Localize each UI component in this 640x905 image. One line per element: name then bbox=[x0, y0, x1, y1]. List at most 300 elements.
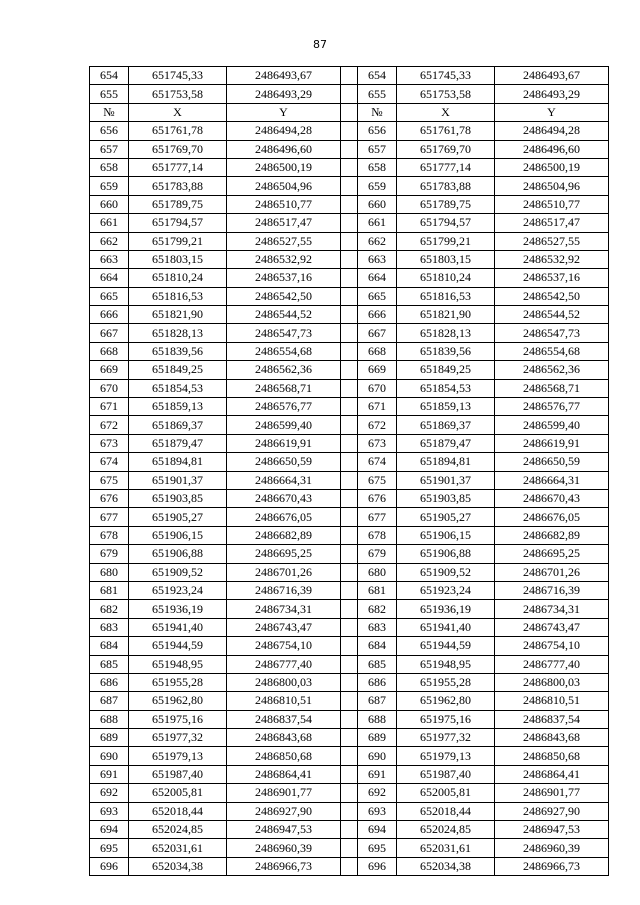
point-number-cell: 667 bbox=[90, 324, 129, 342]
y-coordinate-cell: 2486682,89 bbox=[227, 526, 341, 544]
x-coordinate-cell: 651777,14 bbox=[129, 158, 227, 176]
y-coordinate-cell: 2486670,43 bbox=[227, 489, 341, 507]
column-gap bbox=[341, 618, 358, 636]
x-coordinate-cell: 651923,24 bbox=[129, 581, 227, 599]
x-coordinate-cell: 651839,56 bbox=[129, 342, 227, 360]
x-coordinate-cell: 652005,81 bbox=[129, 784, 227, 802]
x-coordinate-cell: 652005,81 bbox=[397, 784, 495, 802]
table-row bbox=[90, 765, 609, 783]
column-gap bbox=[341, 563, 358, 581]
table-row bbox=[90, 489, 609, 507]
x-coordinate-cell: 651794,57 bbox=[397, 214, 495, 232]
y-coordinate-cell: 2486664,31 bbox=[227, 471, 341, 489]
y-coordinate-cell: 2486493,29 bbox=[227, 85, 341, 103]
point-number-cell: 655 bbox=[90, 85, 129, 103]
point-number-cell: 680 bbox=[90, 563, 129, 581]
y-coordinate-cell: 2486537,16 bbox=[495, 269, 609, 287]
point-number-cell: 679 bbox=[90, 545, 129, 563]
y-coordinate-cell: 2486695,25 bbox=[227, 545, 341, 563]
y-coordinate-cell: 2486537,16 bbox=[227, 269, 341, 287]
point-number-cell: 696 bbox=[358, 857, 397, 875]
x-coordinate-cell: 651894,81 bbox=[129, 453, 227, 471]
point-number-cell: 689 bbox=[358, 729, 397, 747]
x-coordinate-cell: 651879,47 bbox=[129, 434, 227, 452]
y-coordinate-cell: 2486544,52 bbox=[495, 306, 609, 324]
point-number-cell: 682 bbox=[358, 600, 397, 618]
y-coordinate-cell: 2486619,91 bbox=[495, 434, 609, 452]
point-number-cell: 665 bbox=[90, 287, 129, 305]
point-number-cell: 654 bbox=[90, 67, 129, 85]
y-coordinate-cell: 2486619,91 bbox=[227, 434, 341, 452]
table-row bbox=[90, 784, 609, 802]
x-coordinate-cell: 651753,58 bbox=[129, 85, 227, 103]
point-number-cell: 689 bbox=[90, 729, 129, 747]
y-coordinate-cell: 2486837,54 bbox=[227, 710, 341, 728]
point-number-cell: 695 bbox=[358, 839, 397, 857]
table-row bbox=[90, 214, 609, 232]
y-coordinate-cell: 2486810,51 bbox=[227, 692, 341, 710]
y-coordinate-cell: 2486576,77 bbox=[227, 398, 341, 416]
x-coordinate-cell: 651909,52 bbox=[397, 563, 495, 581]
y-coordinate-cell: 2486947,53 bbox=[495, 821, 609, 839]
x-coordinate-cell: 651936,19 bbox=[397, 600, 495, 618]
point-number-cell: 686 bbox=[90, 673, 129, 691]
x-coordinate-cell: 651977,32 bbox=[397, 729, 495, 747]
x-coordinate-cell: 651894,81 bbox=[397, 453, 495, 471]
y-coordinate-cell: 2486554,68 bbox=[227, 342, 341, 360]
y-coordinate-cell: 2486493,67 bbox=[495, 67, 609, 85]
x-coordinate-cell: 651803,15 bbox=[129, 250, 227, 268]
column-gap bbox=[341, 857, 358, 875]
x-coordinate-cell: 652034,38 bbox=[397, 857, 495, 875]
point-number-cell: 661 bbox=[90, 214, 129, 232]
y-coordinate-cell: 2486716,39 bbox=[495, 581, 609, 599]
point-number-cell: 685 bbox=[358, 655, 397, 673]
point-number-cell: 660 bbox=[90, 195, 129, 213]
x-coordinate-cell: 651869,37 bbox=[397, 416, 495, 434]
point-number-cell: 662 bbox=[358, 232, 397, 250]
x-coordinate-cell: 651903,85 bbox=[397, 489, 495, 507]
point-number-cell: 664 bbox=[90, 269, 129, 287]
table-row bbox=[90, 232, 609, 250]
table-row bbox=[90, 857, 609, 875]
point-number-cell: 684 bbox=[358, 637, 397, 655]
point-number-cell: 692 bbox=[90, 784, 129, 802]
x-coordinate-cell: 651987,40 bbox=[129, 765, 227, 783]
x-coordinate-cell: 651962,80 bbox=[129, 692, 227, 710]
y-coordinate-cell: 2486850,68 bbox=[227, 747, 341, 765]
header-x-coordinate-cell: X bbox=[129, 103, 227, 121]
column-gap bbox=[341, 195, 358, 213]
x-coordinate-cell: 651789,75 bbox=[129, 195, 227, 213]
point-number-cell: 658 bbox=[90, 158, 129, 176]
column-gap bbox=[341, 747, 358, 765]
y-coordinate-cell: 2486576,77 bbox=[495, 398, 609, 416]
y-coordinate-cell: 2486695,25 bbox=[495, 545, 609, 563]
x-coordinate-cell: 651962,80 bbox=[397, 692, 495, 710]
point-number-cell: 683 bbox=[90, 618, 129, 636]
table-row bbox=[90, 581, 609, 599]
point-number-cell: 669 bbox=[358, 361, 397, 379]
y-coordinate-cell: 2486864,41 bbox=[495, 765, 609, 783]
x-coordinate-cell: 651869,37 bbox=[129, 416, 227, 434]
x-coordinate-cell: 651799,21 bbox=[397, 232, 495, 250]
x-coordinate-cell: 651753,58 bbox=[397, 85, 495, 103]
y-coordinate-cell: 2486843,68 bbox=[495, 729, 609, 747]
x-coordinate-cell: 652031,61 bbox=[397, 839, 495, 857]
x-coordinate-cell: 651745,33 bbox=[397, 67, 495, 85]
column-gap bbox=[341, 361, 358, 379]
header-y-coordinate-cell: Y bbox=[495, 103, 609, 121]
x-coordinate-cell: 651854,53 bbox=[129, 379, 227, 397]
y-coordinate-cell: 2486734,31 bbox=[495, 600, 609, 618]
header-y-coordinate-cell: Y bbox=[227, 103, 341, 121]
column-gap bbox=[341, 489, 358, 507]
point-number-cell: 672 bbox=[90, 416, 129, 434]
y-coordinate-cell: 2486547,73 bbox=[227, 324, 341, 342]
column-gap bbox=[341, 214, 358, 232]
x-coordinate-cell: 652024,85 bbox=[129, 821, 227, 839]
table-row bbox=[90, 729, 609, 747]
y-coordinate-cell: 2486901,77 bbox=[227, 784, 341, 802]
point-number-cell: 673 bbox=[90, 434, 129, 452]
y-coordinate-cell: 2486527,55 bbox=[495, 232, 609, 250]
column-gap bbox=[341, 85, 358, 103]
point-number-cell: 660 bbox=[358, 195, 397, 213]
point-number-cell: 681 bbox=[358, 581, 397, 599]
x-coordinate-cell: 651905,27 bbox=[129, 508, 227, 526]
table-row bbox=[90, 563, 609, 581]
x-coordinate-cell: 652024,85 bbox=[397, 821, 495, 839]
column-gap bbox=[341, 784, 358, 802]
table-row bbox=[90, 747, 609, 765]
y-coordinate-cell: 2486510,77 bbox=[227, 195, 341, 213]
point-number-cell: 682 bbox=[90, 600, 129, 618]
x-coordinate-cell: 651761,78 bbox=[129, 122, 227, 140]
column-gap bbox=[341, 379, 358, 397]
x-coordinate-cell: 651854,53 bbox=[397, 379, 495, 397]
column-gap bbox=[341, 158, 358, 176]
x-coordinate-cell: 651810,24 bbox=[129, 269, 227, 287]
point-number-cell: 690 bbox=[358, 747, 397, 765]
x-coordinate-cell: 651828,13 bbox=[397, 324, 495, 342]
column-gap bbox=[341, 821, 358, 839]
point-number-cell: 668 bbox=[358, 342, 397, 360]
y-coordinate-cell: 2486701,26 bbox=[227, 563, 341, 581]
x-coordinate-cell: 651948,95 bbox=[397, 655, 495, 673]
x-coordinate-cell: 651794,57 bbox=[129, 214, 227, 232]
x-coordinate-cell: 651979,13 bbox=[397, 747, 495, 765]
table-row bbox=[90, 434, 609, 452]
point-number-cell: 691 bbox=[90, 765, 129, 783]
point-number-cell: 675 bbox=[90, 471, 129, 489]
point-number-cell: 657 bbox=[90, 140, 129, 158]
table-row bbox=[90, 85, 609, 103]
point-number-cell: 675 bbox=[358, 471, 397, 489]
point-number-cell: 667 bbox=[358, 324, 397, 342]
table-row bbox=[90, 342, 609, 360]
x-coordinate-cell: 651828,13 bbox=[129, 324, 227, 342]
x-coordinate-cell: 651777,14 bbox=[397, 158, 495, 176]
table-row bbox=[90, 618, 609, 636]
x-coordinate-cell: 651906,88 bbox=[397, 545, 495, 563]
point-number-cell: 657 bbox=[358, 140, 397, 158]
point-number-cell: 672 bbox=[358, 416, 397, 434]
point-number-cell: 656 bbox=[358, 122, 397, 140]
y-coordinate-cell: 2486517,47 bbox=[227, 214, 341, 232]
x-coordinate-cell: 651923,24 bbox=[397, 581, 495, 599]
column-gap bbox=[341, 802, 358, 820]
table-row bbox=[90, 673, 609, 691]
table-row bbox=[90, 710, 609, 728]
table-row bbox=[90, 637, 609, 655]
x-coordinate-cell: 651906,88 bbox=[129, 545, 227, 563]
x-coordinate-cell: 651955,28 bbox=[129, 673, 227, 691]
x-coordinate-cell: 651859,13 bbox=[397, 398, 495, 416]
y-coordinate-cell: 2486568,71 bbox=[495, 379, 609, 397]
table-row bbox=[90, 250, 609, 268]
y-coordinate-cell: 2486864,41 bbox=[227, 765, 341, 783]
header-x-coordinate-cell: X bbox=[397, 103, 495, 121]
y-coordinate-cell: 2486494,28 bbox=[495, 122, 609, 140]
y-coordinate-cell: 2486542,50 bbox=[227, 287, 341, 305]
y-coordinate-cell: 2486743,47 bbox=[495, 618, 609, 636]
coordinates-table-body bbox=[90, 67, 609, 876]
point-number-cell: 691 bbox=[358, 765, 397, 783]
point-number-cell: 684 bbox=[90, 637, 129, 655]
x-coordinate-cell: 651769,70 bbox=[397, 140, 495, 158]
y-coordinate-cell: 2486734,31 bbox=[227, 600, 341, 618]
point-number-cell: 687 bbox=[358, 692, 397, 710]
x-coordinate-cell: 651783,88 bbox=[397, 177, 495, 195]
column-gap bbox=[341, 306, 358, 324]
x-coordinate-cell: 651941,40 bbox=[129, 618, 227, 636]
y-coordinate-cell: 2486562,36 bbox=[495, 361, 609, 379]
column-gap bbox=[341, 526, 358, 544]
x-coordinate-cell: 651905,27 bbox=[397, 508, 495, 526]
y-coordinate-cell: 2486716,39 bbox=[227, 581, 341, 599]
column-gap bbox=[341, 600, 358, 618]
table-row bbox=[90, 508, 609, 526]
y-coordinate-cell: 2486504,96 bbox=[495, 177, 609, 195]
point-number-cell: 668 bbox=[90, 342, 129, 360]
x-coordinate-cell: 651839,56 bbox=[397, 342, 495, 360]
y-coordinate-cell: 2486850,68 bbox=[495, 747, 609, 765]
point-number-cell: 676 bbox=[90, 489, 129, 507]
point-number-cell: 686 bbox=[358, 673, 397, 691]
x-coordinate-cell: 651948,95 bbox=[129, 655, 227, 673]
table-row bbox=[90, 67, 609, 85]
x-coordinate-cell: 651936,19 bbox=[129, 600, 227, 618]
y-coordinate-cell: 2486701,26 bbox=[495, 563, 609, 581]
page-number: 87 bbox=[313, 38, 327, 51]
point-number-cell: 671 bbox=[90, 398, 129, 416]
x-coordinate-cell: 651816,53 bbox=[397, 287, 495, 305]
point-number-cell: 678 bbox=[90, 526, 129, 544]
point-number-cell: 687 bbox=[90, 692, 129, 710]
y-coordinate-cell: 2486947,53 bbox=[227, 821, 341, 839]
point-number-cell: 666 bbox=[358, 306, 397, 324]
table-row bbox=[90, 140, 609, 158]
column-gap bbox=[341, 122, 358, 140]
point-number-cell: 671 bbox=[358, 398, 397, 416]
point-number-cell: 688 bbox=[90, 710, 129, 728]
y-coordinate-cell: 2486496,60 bbox=[495, 140, 609, 158]
x-coordinate-cell: 651799,21 bbox=[129, 232, 227, 250]
table-row bbox=[90, 158, 609, 176]
column-gap bbox=[341, 765, 358, 783]
point-number-cell: 658 bbox=[358, 158, 397, 176]
y-coordinate-cell: 2486927,90 bbox=[227, 802, 341, 820]
point-number-cell: 685 bbox=[90, 655, 129, 673]
point-number-cell: 664 bbox=[358, 269, 397, 287]
x-coordinate-cell: 651903,85 bbox=[129, 489, 227, 507]
column-gap bbox=[341, 398, 358, 416]
point-number-cell: 679 bbox=[358, 545, 397, 563]
column-gap bbox=[341, 508, 358, 526]
point-number-cell: 663 bbox=[90, 250, 129, 268]
y-coordinate-cell: 2486542,50 bbox=[495, 287, 609, 305]
column-gap bbox=[341, 471, 358, 489]
x-coordinate-cell: 651906,15 bbox=[397, 526, 495, 544]
x-coordinate-cell: 651849,25 bbox=[397, 361, 495, 379]
point-number-cell: 680 bbox=[358, 563, 397, 581]
x-coordinate-cell: 651944,59 bbox=[129, 637, 227, 655]
x-coordinate-cell: 651816,53 bbox=[129, 287, 227, 305]
column-gap bbox=[341, 545, 358, 563]
y-coordinate-cell: 2486843,68 bbox=[227, 729, 341, 747]
y-coordinate-cell: 2486504,96 bbox=[227, 177, 341, 195]
y-coordinate-cell: 2486547,73 bbox=[495, 324, 609, 342]
x-coordinate-cell: 651944,59 bbox=[397, 637, 495, 655]
table-row bbox=[90, 269, 609, 287]
x-coordinate-cell: 651901,37 bbox=[397, 471, 495, 489]
point-number-cell: 666 bbox=[90, 306, 129, 324]
point-number-cell: 674 bbox=[90, 453, 129, 471]
point-number-cell: 662 bbox=[90, 232, 129, 250]
point-number-cell: 665 bbox=[358, 287, 397, 305]
x-coordinate-cell: 651901,37 bbox=[129, 471, 227, 489]
point-number-cell: 693 bbox=[90, 802, 129, 820]
column-gap bbox=[341, 177, 358, 195]
y-coordinate-cell: 2486527,55 bbox=[227, 232, 341, 250]
x-coordinate-cell: 652018,44 bbox=[397, 802, 495, 820]
y-coordinate-cell: 2486562,36 bbox=[227, 361, 341, 379]
y-coordinate-cell: 2486493,67 bbox=[227, 67, 341, 85]
x-coordinate-cell: 651761,78 bbox=[397, 122, 495, 140]
column-gap bbox=[341, 637, 358, 655]
coordinates-table bbox=[89, 66, 609, 876]
table-row bbox=[90, 839, 609, 857]
y-coordinate-cell: 2486960,39 bbox=[495, 839, 609, 857]
point-number-cell: 696 bbox=[90, 857, 129, 875]
point-number-cell: 690 bbox=[90, 747, 129, 765]
point-number-cell: 694 bbox=[90, 821, 129, 839]
x-coordinate-cell: 651955,28 bbox=[397, 673, 495, 691]
point-number-cell: 659 bbox=[90, 177, 129, 195]
y-coordinate-cell: 2486568,71 bbox=[227, 379, 341, 397]
y-coordinate-cell: 2486743,47 bbox=[227, 618, 341, 636]
point-number-cell: 659 bbox=[358, 177, 397, 195]
column-gap bbox=[341, 324, 358, 342]
point-number-cell: 683 bbox=[358, 618, 397, 636]
y-coordinate-cell: 2486510,77 bbox=[495, 195, 609, 213]
x-coordinate-cell: 651906,15 bbox=[129, 526, 227, 544]
y-coordinate-cell: 2486496,60 bbox=[227, 140, 341, 158]
y-coordinate-cell: 2486901,77 bbox=[495, 784, 609, 802]
x-coordinate-cell: 651879,47 bbox=[397, 434, 495, 452]
y-coordinate-cell: 2486810,51 bbox=[495, 692, 609, 710]
y-coordinate-cell: 2486777,40 bbox=[227, 655, 341, 673]
point-number-cell: 694 bbox=[358, 821, 397, 839]
column-gap bbox=[341, 140, 358, 158]
column-gap bbox=[341, 655, 358, 673]
table-row bbox=[90, 287, 609, 305]
y-coordinate-cell: 2486650,59 bbox=[227, 453, 341, 471]
y-coordinate-cell: 2486500,19 bbox=[495, 158, 609, 176]
x-coordinate-cell: 651821,90 bbox=[129, 306, 227, 324]
table-row bbox=[90, 122, 609, 140]
y-coordinate-cell: 2486966,73 bbox=[495, 857, 609, 875]
x-coordinate-cell: 651859,13 bbox=[129, 398, 227, 416]
table-row bbox=[90, 545, 609, 563]
table-row bbox=[90, 526, 609, 544]
y-coordinate-cell: 2486837,54 bbox=[495, 710, 609, 728]
x-coordinate-cell: 651803,15 bbox=[397, 250, 495, 268]
column-gap bbox=[341, 287, 358, 305]
x-coordinate-cell: 651769,70 bbox=[129, 140, 227, 158]
x-coordinate-cell: 651979,13 bbox=[129, 747, 227, 765]
point-number-cell: 676 bbox=[358, 489, 397, 507]
point-number-cell: 695 bbox=[90, 839, 129, 857]
header-point-number-cell: № bbox=[358, 103, 397, 121]
table-row bbox=[90, 379, 609, 397]
y-coordinate-cell: 2486670,43 bbox=[495, 489, 609, 507]
x-coordinate-cell: 651789,75 bbox=[397, 195, 495, 213]
y-coordinate-cell: 2486599,40 bbox=[495, 416, 609, 434]
y-coordinate-cell: 2486800,03 bbox=[227, 673, 341, 691]
y-coordinate-cell: 2486754,10 bbox=[495, 637, 609, 655]
x-coordinate-cell: 651810,24 bbox=[397, 269, 495, 287]
point-number-cell: 678 bbox=[358, 526, 397, 544]
point-number-cell: 670 bbox=[358, 379, 397, 397]
x-coordinate-cell: 652034,38 bbox=[129, 857, 227, 875]
column-gap bbox=[341, 103, 358, 121]
y-coordinate-cell: 2486532,92 bbox=[227, 250, 341, 268]
table-row bbox=[90, 655, 609, 673]
column-gap bbox=[341, 250, 358, 268]
y-coordinate-cell: 2486554,68 bbox=[495, 342, 609, 360]
table-row bbox=[90, 471, 609, 489]
column-gap bbox=[341, 434, 358, 452]
y-coordinate-cell: 2486494,28 bbox=[227, 122, 341, 140]
y-coordinate-cell: 2486682,89 bbox=[495, 526, 609, 544]
point-number-cell: 654 bbox=[358, 67, 397, 85]
column-gap bbox=[341, 453, 358, 471]
table-row bbox=[90, 802, 609, 820]
x-coordinate-cell: 651783,88 bbox=[129, 177, 227, 195]
table-row bbox=[90, 398, 609, 416]
point-number-cell: 673 bbox=[358, 434, 397, 452]
y-coordinate-cell: 2486777,40 bbox=[495, 655, 609, 673]
x-coordinate-cell: 651745,33 bbox=[129, 67, 227, 85]
y-coordinate-cell: 2486650,59 bbox=[495, 453, 609, 471]
x-coordinate-cell: 651975,16 bbox=[129, 710, 227, 728]
point-number-cell: 669 bbox=[90, 361, 129, 379]
column-gap bbox=[341, 710, 358, 728]
x-coordinate-cell: 652031,61 bbox=[129, 839, 227, 857]
column-gap bbox=[341, 581, 358, 599]
